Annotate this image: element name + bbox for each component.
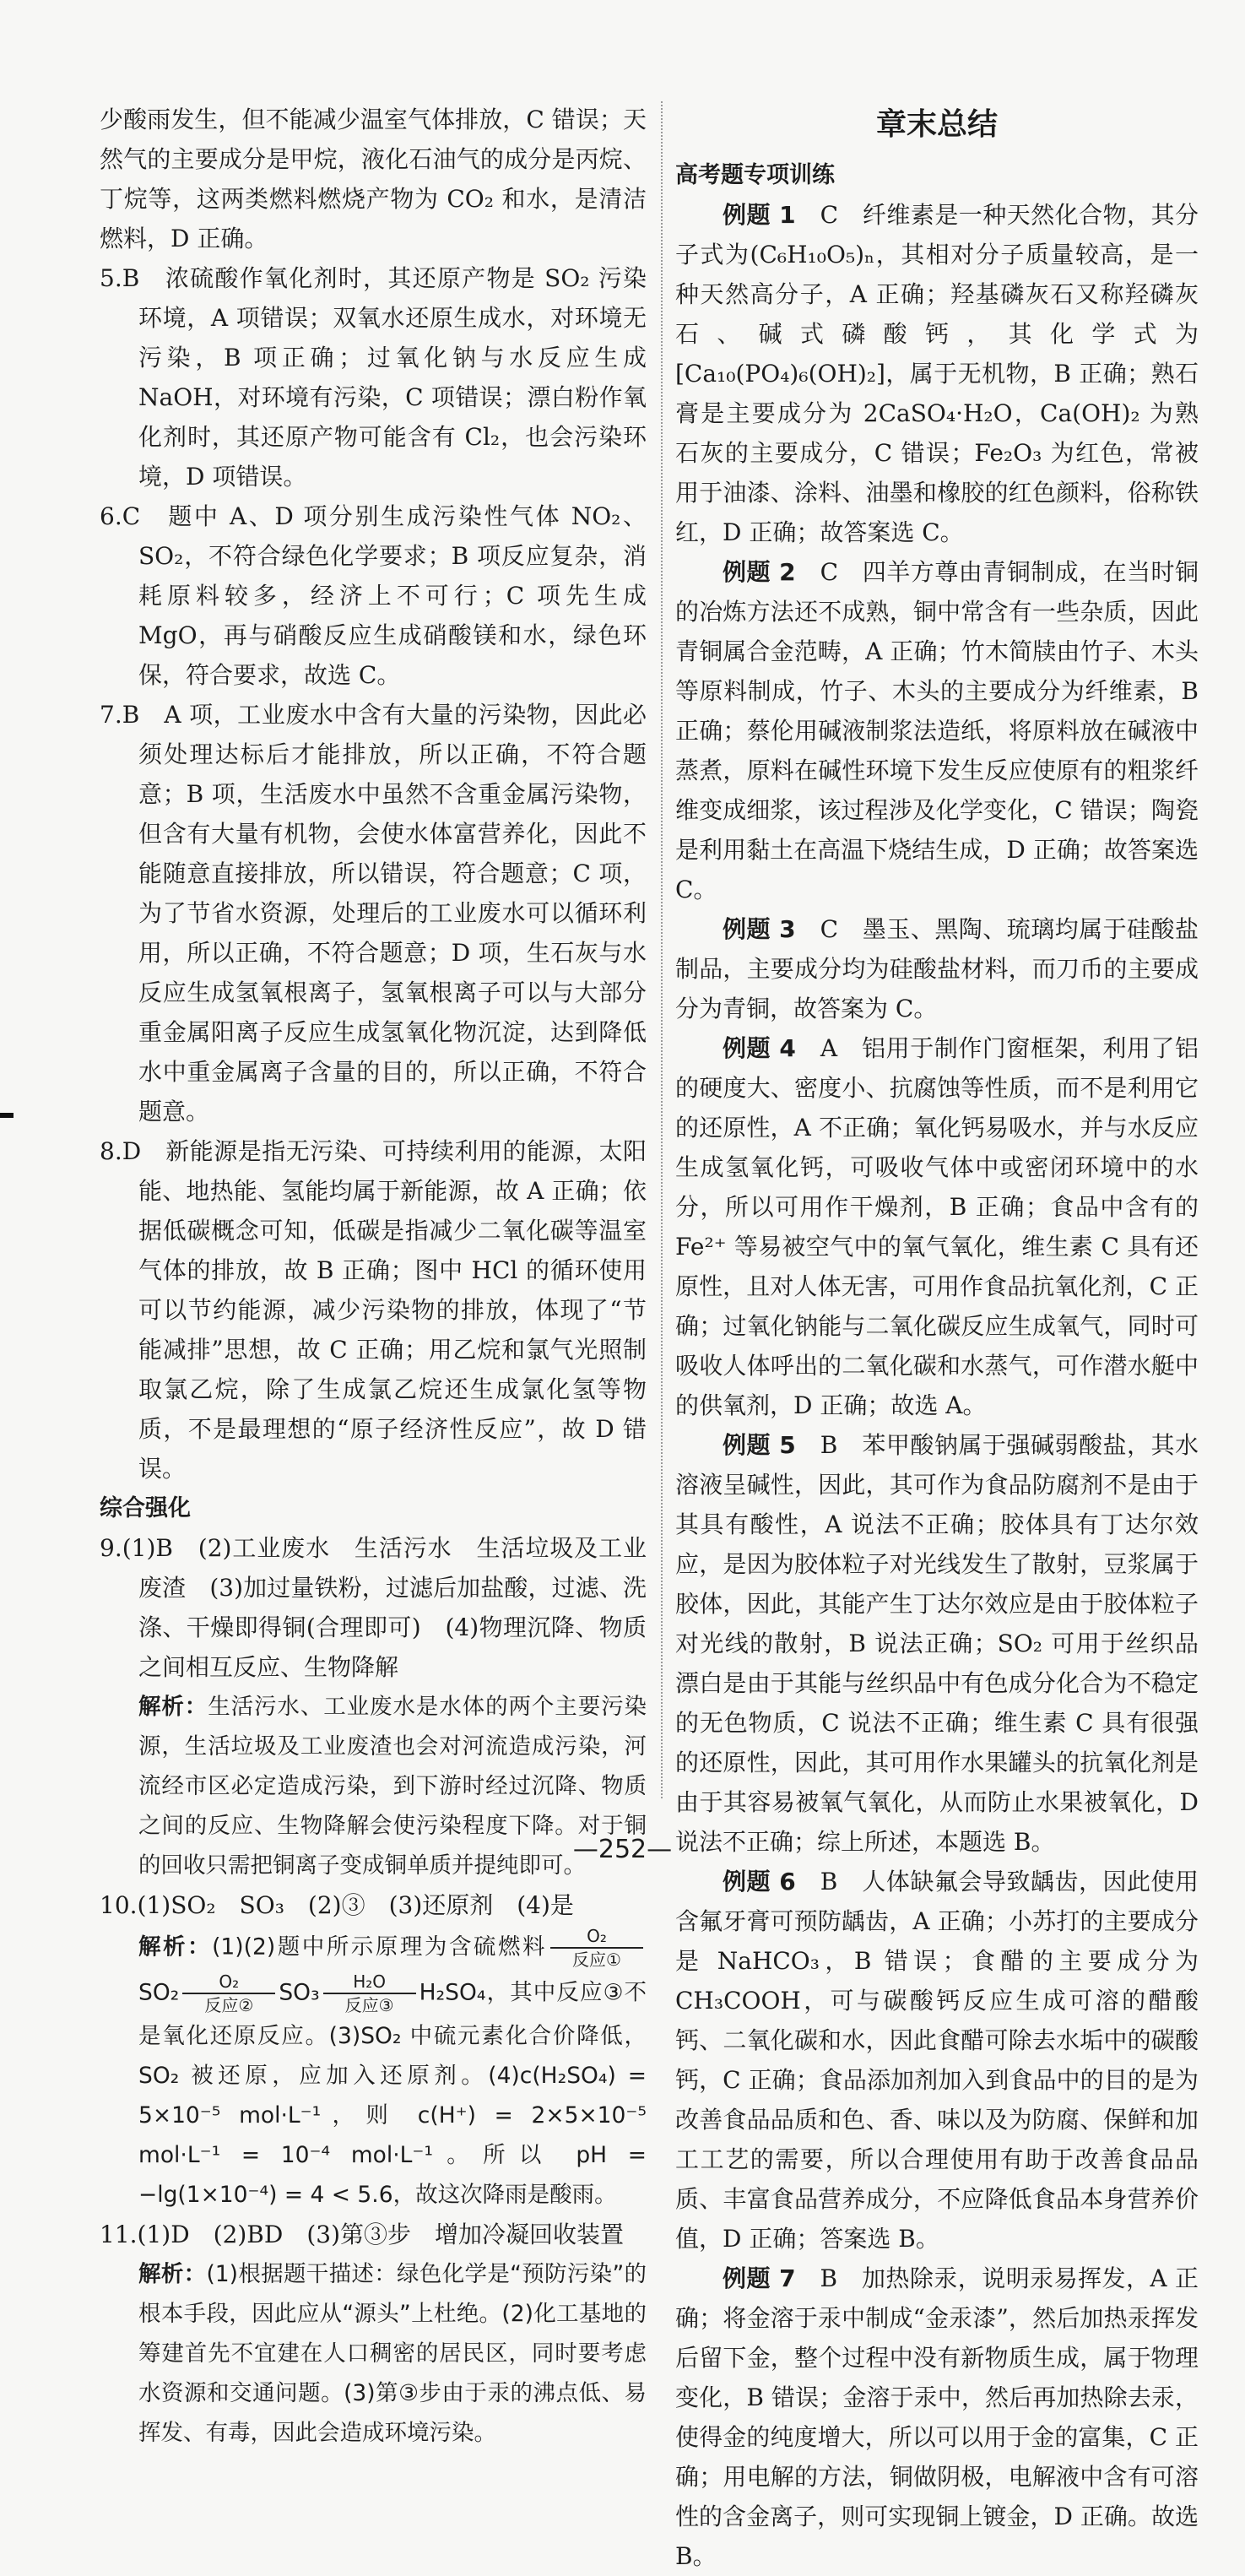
example-label: 例题 1 — [723, 201, 796, 229]
chapter-summary-title: 章末总结 — [875, 107, 998, 142]
analysis-label: 解析： — [138, 1694, 208, 1720]
answer-9: 9.(1)B (2)工业废水 生活污水 生活垃圾及工业废渣 (3)加过量铁粉，过滤后加盐酸，过滤、洗涤、干燥即得铜(合理即可) (4)物理沉降、物质之间相互反应、生物降解 — [100, 1534, 647, 1681]
analysis-label: 解析： — [138, 2261, 207, 2287]
reaction-arrow-2 — [182, 1971, 275, 2016]
example-label: 例题 7 — [723, 2264, 796, 2292]
column-divider — [661, 101, 663, 1798]
product-so3: SO₃ — [279, 1979, 320, 2006]
example-7 — [675, 2259, 1199, 2576]
arrow-reagent: O₂ — [182, 1971, 275, 1994]
example-label: 例题 5 — [723, 1431, 796, 1459]
example-label: 例题 6 — [723, 1868, 796, 1895]
example-text: C 纤维素是一种天然化合物，其分子式为(C₆H₁₀O₅)ₙ，其相对分子质量较高，是一种天然高分子，A 正确；羟基磷灰石又称羟磷灰石、碱式磷酸钙，其化学式为[Ca₁₀(PO₄)₆(OH)₂]，属于无机物，B 正确；熟石膏是主要成分为 2CaSO₄·H₂O，Ca(OH)₂ 为熟石灰的主要成分，C 错误；Fe₂O₃ 为红色，常被用于油漆、涂料、油墨和橡胶的红色颜料，俗称铁红，D 正确；故答案选 C。 — [675, 201, 1199, 546]
reaction-arrow-3 — [323, 1971, 416, 2016]
example-5 — [675, 1425, 1199, 1862]
section-heading: 综合强化 — [100, 1495, 191, 1521]
analysis-text: (1)(2)题中所示原理为含硫燃料 — [212, 1933, 548, 1960]
example-text: A 铝用于制作门窗框架，利用了铝的硬度大、密度小、抗腐蚀等性质，而不是利用它的还原性，A 不正确；氧化钙易吸水，并与水反应生成氢氧化钙，可吸收气体中或密闭环境中的水分，所以可用作干燥剂，B 正确；食品中含有的 Fe²⁺ 等易被空气中的氧气氧化，维生素 C 具有还原性，且对人体无害，可用作食品抗氧化剂，C 正确；过氧化钠能与二氧化碳反应生成氧气，同时可吸收人体呼出的二氧化碳和水蒸气，可作潜水艇中的供氧剂，D 正确；故选 A。 — [675, 1034, 1199, 1419]
reaction-arrow-1 — [550, 1925, 643, 1971]
page-number: —252— — [572, 1835, 673, 1864]
example-1 — [675, 195, 1199, 552]
product-h2so4: H₂SO₄ — [419, 1979, 486, 2006]
right-column — [675, 100, 1199, 2576]
analysis-text: 生活污水、工业废水是水体的两个主要污染源，生活垃圾及工业废渣也会对河流造成污染，河流经市区必定造成污染，到下游时经过沉降、物质之间的反应、生物降解会使污染程度下降。对于铜的回收只需把铜离子变成铜单质并提纯即可。 — [138, 1694, 647, 1879]
analysis-label: 解析： — [138, 1933, 213, 1960]
example-text: C 四羊方尊由青铜制成，在当时铜的冶炼方法还不成熟，铜中常含有一些杂质，因此青铜属合金范畴，A 正确；竹木简牍由竹子、木头等原料制成，竹子、木头的主要成分为纤维素，B 正确；蔡伦用碱液制浆法造纸，将原料放在碱液中蒸煮，原料在碱性环境下发生反应使原有的粗浆纤维变成细浆，该过程涉及化学变化，C 错误；陶瓷是利用黏土在高温下烧结生成，D 正确；故答案选 C。 — [675, 558, 1199, 903]
arrow-label: 反应② — [204, 1995, 254, 2015]
answer-7: 7.B A 项，工业废水中含有大量的污染物，因此必须处理达标后才能排放，所以正确，不符合题意；B 项，生活废水中虽然不含重金属污染物，但含有大量有机物，会使水体富营养化，因此不能随意直接排放，所以错误，符合题意；C 项，为了节省水资源，处理后的工业废水可以循环利用，所以正确，不符合题意；D 项，生石灰与水反应生成氢氧根离子，氢氧根离子可以与大部分重金属阳离子反应生成氢氧化物沉淀，达到降低水中重金属离子含量的目的，所以正确，不符合题意。 — [100, 701, 647, 1125]
example-label: 例题 2 — [723, 558, 796, 586]
binding-mark — [0, 1113, 14, 1118]
example-2 — [675, 552, 1199, 909]
answer-11: 11.(1)D (2)BD (3)第③步 增加冷凝回收装置 — [100, 2221, 624, 2248]
left-column — [100, 100, 647, 2453]
answer-continuation: 少酸雨发生，但不能减少温室气体排放，C 错误；天然气的主要成分是甲烷，液化石油气的成分是丙烷、丁烷等，这两类燃料燃烧产物为 CO₂ 和水，是清洁燃料，D 正确。 — [100, 106, 647, 252]
arrow-reagent: O₂ — [550, 1925, 643, 1949]
analysis-text: (1)根据题干描述：绿色化学是“预防污染”的根本手段，因此应从“源头”上杜绝。(2)化工基地的筹建首先不宜建在人口稠密的居民区，同时要考虑水资源和交通问题。(3)第③步由于汞的沸点低、易挥发、有毒，因此会造成环境污染。 — [138, 2261, 647, 2446]
example-text: C 墨玉、黑陶、琉璃均属于硅酸盐制品，主要成分均为硅酸盐材料，而刀币的主要成分为青铜，故答案为 C。 — [675, 915, 1199, 1022]
product-so2: SO₂ — [138, 1979, 180, 2006]
answer-10: 10.(1)SO₂ SO₃ (2)③ (3)还原剂 (4)是 — [100, 1891, 574, 1919]
analysis-10 — [100, 1925, 647, 2215]
example-text: B 人体缺氟会导致龋齿，因此使用含氟牙膏可预防龋齿，A 正确；小苏打的主要成分是 NaHCO₃，B 错误；食醋的主要成分为 CH₃COOH，可与碳酸钙反应生成可溶的醋酸钙、二氧化碳和水，因此食醋可除去水垢中的碳酸钙，C 正确；食品添加剂加入到食品中的目的是为改善食品品质和色、香、味以及为防腐、保鲜和加工工艺的需要，所以合理使用有助于改善食品品质、丰富食品营养成分，不应降低食品本身营养价值，D 正确；答案选 B。 — [675, 1868, 1199, 2253]
arrow-label: 反应① — [572, 1950, 621, 1970]
arrow-label: 反应③ — [344, 1995, 394, 2015]
answer-5: 5.B 浓硫酸作氧化剂时，其还原产物是 SO₂ 污染环境，A 项错误；双氧水还原生成水，对环境无污染，B 项正确；过氧化钠与水反应生成 NaOH，对环境有污染，C 项错误；漂白粉作氧化剂时，其还原产物可能含有 Cl₂，也会污染环境，D 项错误。 — [100, 264, 647, 491]
analysis-text: ，其中反应③不是氧化还原反应。(3)SO₂ 中硫元素化合价降低，SO₂ 被还原，应加入还原剂。(4)c(H₂SO₄) = 5×10⁻⁵ mol·L⁻¹，则 c(H⁺) = 2×5×10⁻⁵ mol·L⁻¹ = 10⁻⁴ mol·L⁻¹。所以 pH = −lg(1×10⁻⁴) = 4 < 5.6，故这次降雨是酸雨。 — [138, 1979, 647, 2208]
example-3 — [675, 909, 1199, 1028]
answer-8: 8.D 新能源是指无污染、可持续利用的能源，太阳能、地热能、氢能均属于新能源，故 A 正确；依据低碳概念可知，低碳是指减少二氧化碳等温室气体的排放，故 B 正确；图中 HCl 的循环使用可以节约能源，减少污染物的排放，体现了“节能减排”思想，故 C 正确；用乙烷和氯气光照制取氯乙烷，除了生成氯乙烷还生成氯化氢等物质，不是最理想的“原子经济性反应”，故 D 错误。 — [100, 1137, 647, 1483]
example-label: 例题 4 — [723, 1034, 796, 1062]
analysis-11 — [100, 2254, 647, 2453]
example-6 — [675, 1862, 1199, 2259]
example-text: B 苯甲酸钠属于强碱弱酸盐，其水溶液呈碱性，因此，其可作为食品防腐剂不是由于其具有酸性，A 说法不正确；胶体具有丁达尔效应，是因为胶体粒子对光线发生了散射，豆浆属于胶体，因此，其能产生丁达尔效应是由于胶体粒子对光线的散射，B 说法正确；SO₂ 可用于丝织品漂白是由于其能与丝织品中有色成分化合为不稳定的无色物质，C 说法不正确；维生素 C 具有很强的还原性，因此，其可用作水果罐头的抗氧化剂是由于其容易被氧气氧化，从而防止水果被氧化，D 说法不正确；综上所述，本题选 B。 — [675, 1431, 1199, 1856]
arrow-reagent: H₂O — [323, 1971, 416, 1994]
section-heading: 高考题专项训练 — [675, 162, 835, 188]
example-4 — [675, 1028, 1199, 1425]
example-text: B 加热除汞，说明汞易挥发，A 正确；将金溶于汞中制成“金汞漆”，然后加热汞挥发后留下金，整个过程中没有新物质生成，属于物理变化，B 错误；金溶于汞中，然后再加热除去汞，使得金的纯度增大，所以可以用于金的富集，C 正确；用电解的方法，铜做阴极，电解液中含有可溶性的含金离子，则可实现铜上镀金，D 正确。故选 B。 — [675, 2264, 1199, 2570]
answer-6: 6.C 题中 A、D 项分别生成污染性气体 NO₂、SO₂，不符合绿色化学要求；B 项反应复杂，消耗原料较多，经济上不可行；C 项先生成 MgO，再与硝酸反应生成硝酸镁和水，绿色环保，符合要求，故选 C。 — [100, 502, 647, 689]
example-label: 例题 3 — [723, 915, 796, 943]
